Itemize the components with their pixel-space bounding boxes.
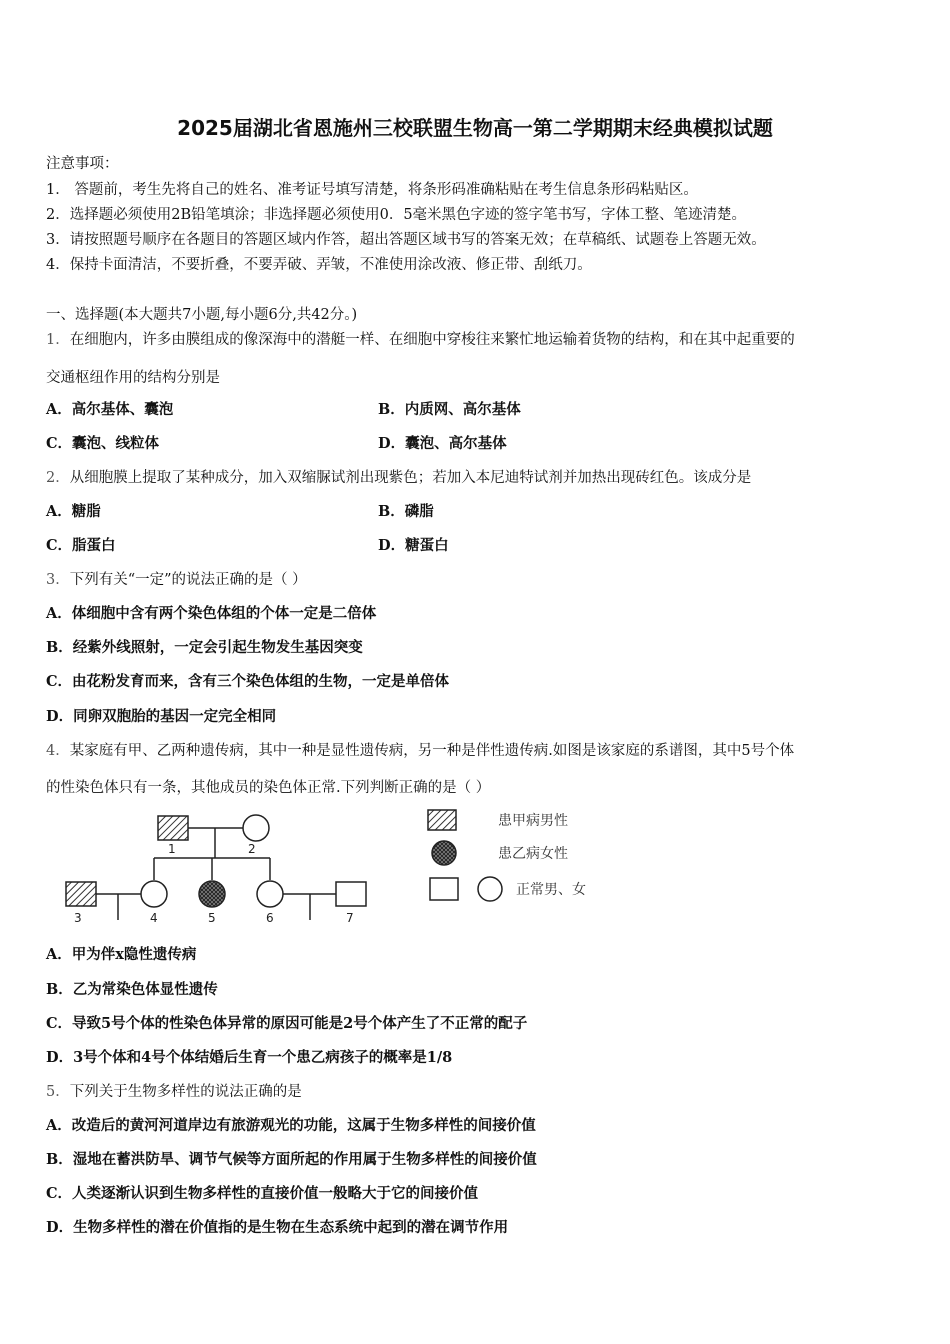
option-b: B．经紫外线照射，一定会引起生物发生基因突变	[46, 639, 363, 656]
question-number: 3．	[46, 572, 70, 588]
question-number: 4．	[46, 743, 70, 759]
option-a: A．甲为伴x隐性遗传病	[46, 946, 197, 963]
option-c: C．脂蛋白	[46, 537, 116, 554]
question-5-stem	[46, 1080, 302, 1101]
notice-heading: 注意事项：	[46, 156, 119, 172]
option-d: D．生物多样性的潜在价值指的是生物在生态系统中起到的潜在调节作用	[46, 1219, 509, 1236]
option-a: A．体细胞中含有两个染色体组的个体一定是二倍体	[46, 605, 377, 622]
question-number: 2．	[46, 470, 70, 486]
legend-label: 患甲病男性	[498, 813, 568, 829]
notice-item: 1． 答题前，考生先将自己的姓名、准考证号填写清楚，将条形码准确粘贴在考生信息条形码粘贴区。	[46, 182, 698, 198]
legend-label: 正常男、女	[516, 882, 586, 898]
notice-item: 3．请按照题号顺序在各题目的答题区域内作答，超出答题区域书写的答案无效；在草稿纸、试题卷上答题无效。	[46, 232, 766, 248]
page-title: 2025届湖北省恩施州三校联盟生物高一第二学期期末经典模拟试题	[177, 116, 773, 140]
question-number: 1．	[46, 332, 70, 348]
notice-item: 4．保持卡面清洁，不要折叠，不要弄破、弄皱，不准使用涂改液、修正带、刮纸刀。	[46, 257, 592, 273]
individual-label: 5	[208, 911, 216, 925]
option-d: D．同卵双胞胎的基因一定完全相同	[46, 708, 277, 725]
option-a: A．高尔基体、囊泡	[46, 401, 174, 418]
individual-label: 4	[150, 911, 158, 925]
option-c: C．由花粉发育而来，含有三个染色体组的生物，一定是单倍体	[46, 673, 450, 690]
question-1-stem-cont: 交通枢纽作用的结构分别是	[46, 370, 220, 386]
individual-label: 2	[248, 842, 256, 856]
individual-6-normal-female	[257, 881, 283, 907]
individual-5-affected-female	[199, 881, 225, 907]
option-c: C．导致5号个体的性染色体异常的原因可能是2号个体产生了不正常的配子	[46, 1015, 528, 1032]
question-4-stem-cont: 的性染色体只有一条，其他成员的染色体正常.下列判断正确的是（ ）	[46, 780, 491, 796]
individual-4-normal-female	[141, 881, 167, 907]
individual-label: 3	[74, 911, 82, 925]
pedigree-legend	[420, 802, 620, 902]
individual-label: 7	[346, 911, 354, 925]
individual-2-normal-female	[243, 815, 269, 841]
option-b: B．乙为常染色体显性遗传	[46, 981, 218, 998]
legend-affected-male-icon	[428, 810, 456, 830]
question-1-stem	[46, 328, 795, 349]
option-d: D．糖蛋白	[378, 537, 449, 554]
individual-3-affected-male	[66, 882, 96, 906]
individual-1-affected-male	[158, 816, 188, 840]
individual-7-normal-male	[336, 882, 366, 906]
question-text: 在细胞内，许多由膜组成的像深海中的潜艇一样、在细胞中穿梭往来繁忙地运输着货物的结构，和在其中起重要的	[69, 332, 795, 348]
legend-normal-female-icon	[478, 877, 502, 901]
question-text: 某家庭有甲、乙两种遗传病，其中一种是显性遗传病，另一种是伴性遗传病.如图是该家庭的系谱图，其中5号个体	[69, 743, 795, 759]
legend-label: 患乙病女性	[498, 846, 568, 862]
individual-label: 1	[168, 842, 176, 856]
option-b: B．磷脂	[378, 503, 434, 520]
legend-normal-male-icon	[430, 878, 458, 900]
question-text: 从细胞膜上提取了某种成分，加入双缩脲试剂出现紫色；若加入本尼迪特试剂并加热出现砖红色。该成分是	[69, 470, 752, 486]
question-text: 下列关于生物多样性的说法正确的是	[69, 1084, 302, 1100]
pedigree-diagram	[60, 808, 390, 930]
option-a: A．糖脂	[46, 503, 101, 520]
question-4-stem	[46, 739, 794, 760]
question-3-stem	[46, 568, 307, 589]
notice-item: 2．选择题必须使用2B铅笔填涂；非选择题必须使用0．5毫米黑色字迹的签字笔书写，字体工整、笔迹清楚。	[46, 207, 747, 223]
question-number: 5．	[46, 1084, 70, 1100]
question-text: 下列有关“一定”的说法正确的是（ ）	[69, 572, 307, 588]
option-c: C．人类逐渐认识到生物多样性的直接价值一般略大于它的间接价值	[46, 1185, 479, 1202]
question-2-stem	[46, 466, 751, 487]
option-d: D．囊泡、高尔基体	[378, 435, 507, 452]
legend-affected-female-icon	[432, 841, 456, 865]
option-c: C．囊泡、线粒体	[46, 435, 160, 452]
option-b: B．湿地在蓄洪防旱、调节气候等方面所起的作用属于生物多样性的间接价值	[46, 1151, 537, 1168]
option-d: D．3号个体和4号个体结婚后生育一个患乙病孩子的概率是1/8	[46, 1049, 453, 1066]
section-heading: 一、选择题(本大题共7小题,每小题6分,共42分。)	[46, 307, 358, 323]
option-a: A．改造后的黄河河道岸边有旅游观光的功能，这属于生物多样性的间接价值	[46, 1117, 536, 1134]
individual-label: 6	[266, 911, 274, 925]
option-b: B．内质网、高尔基体	[378, 401, 521, 418]
